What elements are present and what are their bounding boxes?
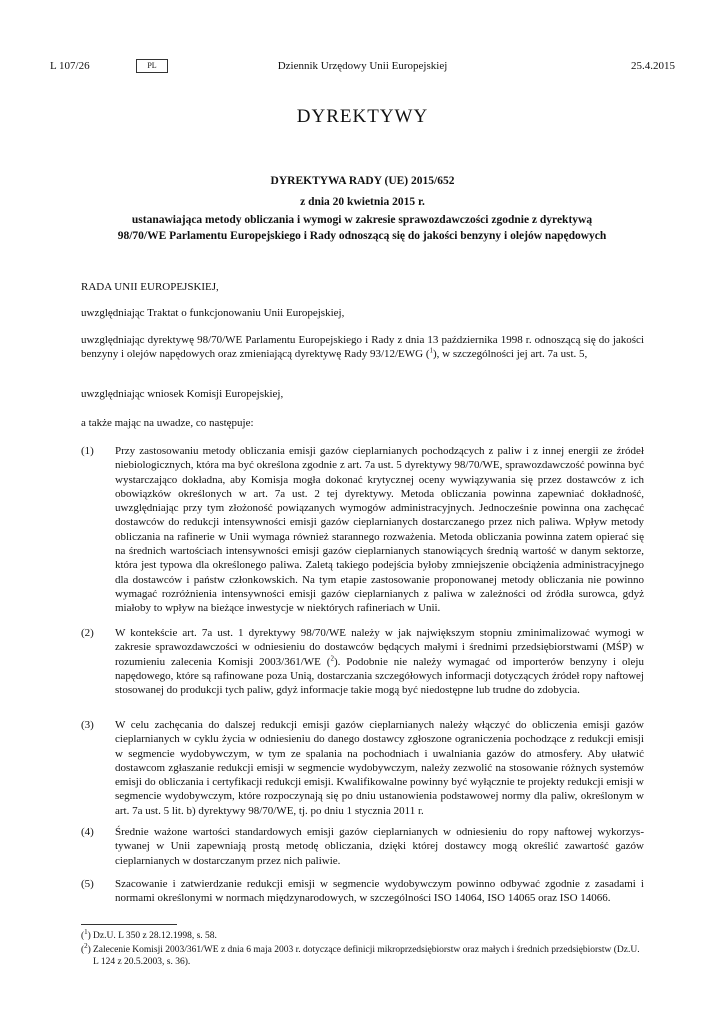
footnote-divider bbox=[81, 924, 177, 925]
recital-text: Szacowanie i zatwierdzanie redukcji emisji w segmencie wydobywczym powinno odbywać zgodnie z zasadami i normami określonymi w normach międzynarodowych, w szczególności ISO 14064, ISO 14065 oraz ISO 14066. bbox=[115, 878, 644, 905]
recital-3 bbox=[81, 718, 644, 818]
recital-number: (4) bbox=[81, 826, 94, 838]
recital-1 bbox=[81, 444, 644, 616]
recital-text: Przy zastosowaniu metody obliczania emisji gazów cieplarnianych pochodzących z paliw i z innej energii ze źródeł niebiologicznych, która ma być określona zgodnie z art. 7a ust. 5 dyrektywy 98/70/WE, sprawozdawczość powinna być wystarczająco dokładna, aby Komisja mogła dokonać krytycznej oceny wywiązywania się przez dostawców z ich obowiązków określonych w art. 7a ust. 2 tej dyrektywy. Metoda obliczania powinna zapewniać dokładność, uwzględniając przy tym złożoność powiązanych wymogów administracyjnych. Jednocześnie powinna ona zachęcać dostawców do redukcji intensywności emisji gazów cieplarnianych dostarczanego przez nich paliwa. Wpływ metody obliczania na rafinerie w Unii wymaga również starannego rozważenia. Metoda obliczania powinna zatem opierać się na średnich wartościach intensywności emisji gazów cieplarnianych stanowiących średnią wartość w danym sektorze, która jest typowa dla określonego paliwa. Zaletą takiego podejścia byłoby zmniejszenie obciążenia administracyjnego dla dostawców i państw członkowskich. Na tym etapie zastosowanie proponowanej metody obliczania nie powinno wymagać rozróżnienia intensywności emisji gazów cieplarnianych z paliwa w zależności od źródła surowca, gdyż miałoby to wpływ na bieżące inwestycje w niektórych rafineriach w Unii. bbox=[115, 445, 644, 615]
citation-directive: uwzględniając dyrektywę 98/70/WE Parlamentu Europejskiego i Rady z dnia 13 października 1998 r. odnoszącą się do jakości benzyny i olejów napędowych oraz zmieniającą dyrektywę Rady 93/12/EWG ($^1$), w szczególności jej art. 7a ust. 5, bbox=[81, 334, 644, 361]
footnote-ref-1[interactable]: 1 bbox=[429, 346, 434, 355]
recital-4 bbox=[81, 825, 644, 868]
recital-text: W celu zachęcania do dalszej redukcji emisji gazów cieplarnianych należy włączyć do obliczenia emisji gazów cieplarnianych w cyklu życia w odniesieniu do danego dostawcy zgłoszone ograniczenia pochodzące z redukcji emisji w segmencie wydobywczym, w tym ze spalania na pochodniach i uwalniania gazów do atmosfery. Aby ułatwić dostawcom zgłaszanie redukcji emisji w segmencie wydobywczym, należy zezwolić na stosowanie różnych systemów emisji do obliczania i certyfikacji redukcji emisji. Kwalifikowalne powinny być wyłącznie te projekty redukcji emisji w segmencie wydobywczym, które rozpoczynają się po dniu ustanowienia podstawowej normy dla paliw, określonym w art. 7a ust. 5 lit. b) dyrektywy 98/70/WE, tj. po dniu 1 stycznia 2011 r. bbox=[115, 719, 644, 817]
page-header bbox=[50, 58, 675, 74]
section-title: DYREKTYWY bbox=[296, 106, 429, 127]
recital-number: (2) bbox=[81, 627, 94, 639]
recital-number: (5) bbox=[81, 878, 94, 890]
citation-treaty: uwzględniając Traktat o funkcjonowaniu Unii Europejskiej, bbox=[81, 307, 345, 319]
recital-number: (3) bbox=[81, 719, 94, 731]
recitals-intro: a także mając na uwadze, co następuje: bbox=[81, 417, 254, 429]
directive-title: DYREKTYWA RADY (UE) 2015/652 bbox=[270, 175, 455, 187]
journal-title: Dziennik Urzędowy Unii Europejskiej bbox=[277, 60, 448, 72]
footnote-ref-2[interactable]: 2 bbox=[330, 653, 334, 662]
council-name: RADA UNII EUROPEJSKIEJ, bbox=[81, 281, 219, 293]
footnote-text: Dz.U. L 350 z 28.12.1998, s. 58. bbox=[93, 931, 217, 941]
recital-2 bbox=[81, 626, 644, 697]
recital-text: Średnie ważone wartości standardowych emisji gazów cieplarnianych w odniesieniu do ropy naftowej wykorzystywanej w Unii zapewniają prostą metodę obliczania, dzięki której dostawcy mogą określić zawartość gazów cieplarnianych w dostarczanym przez nich paliwie. bbox=[115, 826, 644, 867]
recital-text: W kontekście art. 7a ust. 1 dyrektywy 98/70/WE należy w jak największym stopniu zminimalizować wymogi w zakresie sprawozdawczości w odniesieniu do dostawców będących małymi i średnimi przedsiębiorstwami (MŚP) w rozumieniu zalecenia Komisji 2003/361/WE ($^2$). Podobnie nie należy wymagać od importerów benzyny i oleju napędowego, które są rafinowane poza Unią, dostarczania szczegółowych informacji dotyczących źródeł ropy naftowej stosowanej do produkcji tych paliw, gdyż informacje takie mogą być niedostępne lub trudne do zdobycia. bbox=[115, 627, 644, 697]
footnote-2 bbox=[81, 941, 644, 968]
publication-date: 25.4.2015 bbox=[631, 60, 675, 72]
footnote-text: Zalecenie Komisji 2003/361/WE z dnia 6 maja 2003 r. dotyczące definicji mikroprzedsiębiorstw oraz małych i średnich przedsiębiorstw (Dz.U. L 124 z 20.5.2003, s. 36). bbox=[93, 945, 640, 967]
footnote-number: ($^1$) bbox=[81, 927, 91, 941]
citation-proposal: uwzględniając wniosek Komisji Europejskiej, bbox=[81, 388, 284, 400]
recital-5 bbox=[81, 877, 644, 906]
footnote-1 bbox=[81, 927, 644, 942]
directive-date: z dnia 20 kwietnia 2015 r. bbox=[300, 196, 425, 208]
directive-subject: ustanawiająca metody obliczania i wymogi w zakresie sprawozdawczości zgodnie z dyrektywą 98/70/WE Parlamentu Europejskiego i Rady odnoszącą się do jakości benzyny i olejów napędowych bbox=[117, 214, 607, 242]
page-reference: L 107/26 bbox=[50, 60, 90, 72]
language-badge: PL bbox=[136, 59, 168, 73]
recital-number: (1) bbox=[81, 445, 94, 457]
footnote-number: ($^2$) bbox=[81, 941, 91, 955]
